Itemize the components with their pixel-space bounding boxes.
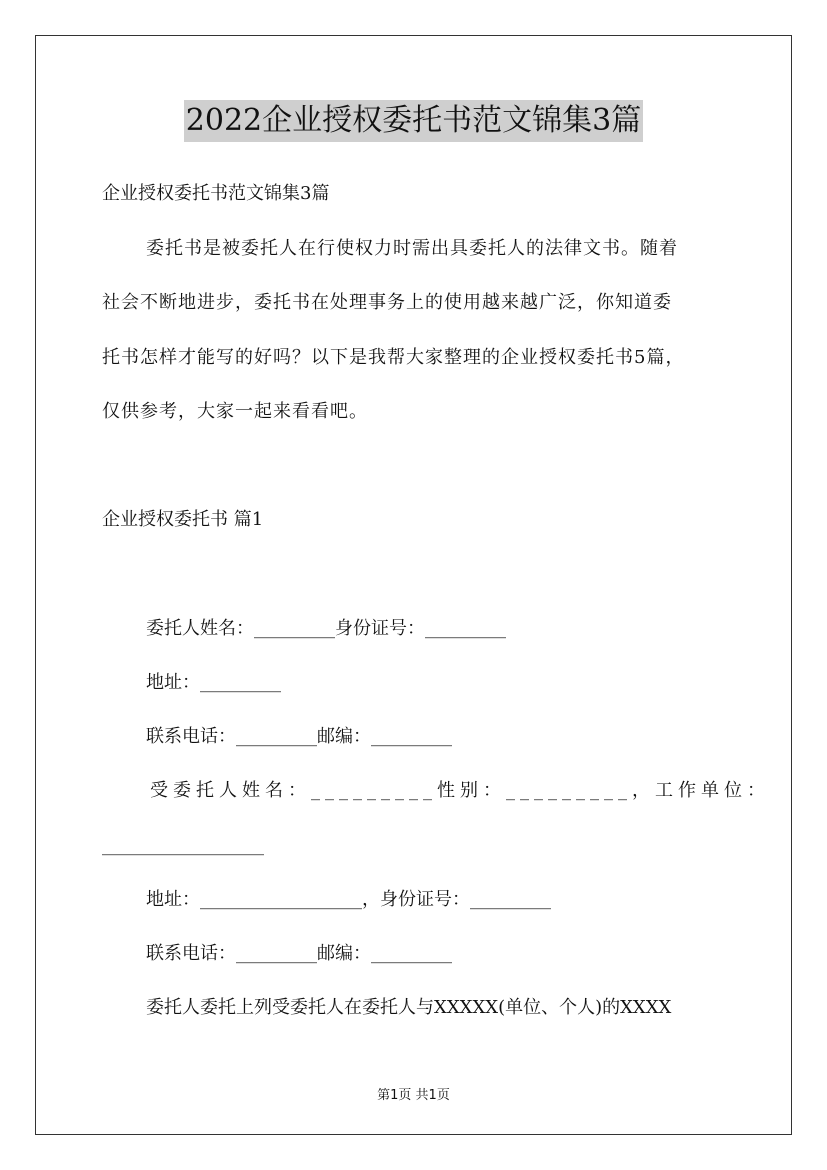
agent-line: 受委托人姓名：_________性别：_________，工作单位： [150, 780, 770, 801]
principal-address-line: 地址：_________ [146, 672, 281, 693]
intro-line-3: 托书怎样才能写的好吗？以下是我帮大家整理的企业授权委托书5篇， [102, 347, 685, 368]
agent-employer-blank: __________________ [102, 835, 264, 856]
title-wrap [0, 100, 827, 142]
subtitle: 企业授权委托书范文锦集3篇 [102, 183, 330, 204]
section-heading: 企业授权委托书 篇1 [102, 509, 264, 530]
page-footer: 第1页 共1页 [377, 1088, 450, 1103]
principal-name-line: 委托人姓名：_________身份证号：_________ [146, 618, 506, 639]
intro-line-2: 社会不断地进步，委托书在处理事务上的使用越来越广泛，你知道委 [102, 292, 672, 313]
agent-address-line: 地址：__________________，身份证号：_________ [146, 889, 551, 910]
intro-line-4: 仅供参考，大家一起来看看吧。 [102, 401, 368, 422]
agent-contact-line: 联系电话：_________邮编：_________ [146, 943, 452, 964]
intro-line-1: 委托书是被委托人在行使权力时需出具委托人的法律文书。随着 [146, 238, 678, 259]
document-title: 2022企业授权委托书范文锦集3篇 [184, 100, 643, 142]
principal-contact-line: 联系电话：_________邮编：_________ [146, 726, 452, 747]
delegation-line: 委托人委托上列受委托人在委托人与XXXXX(单位、个人)的XXXX [146, 997, 672, 1018]
